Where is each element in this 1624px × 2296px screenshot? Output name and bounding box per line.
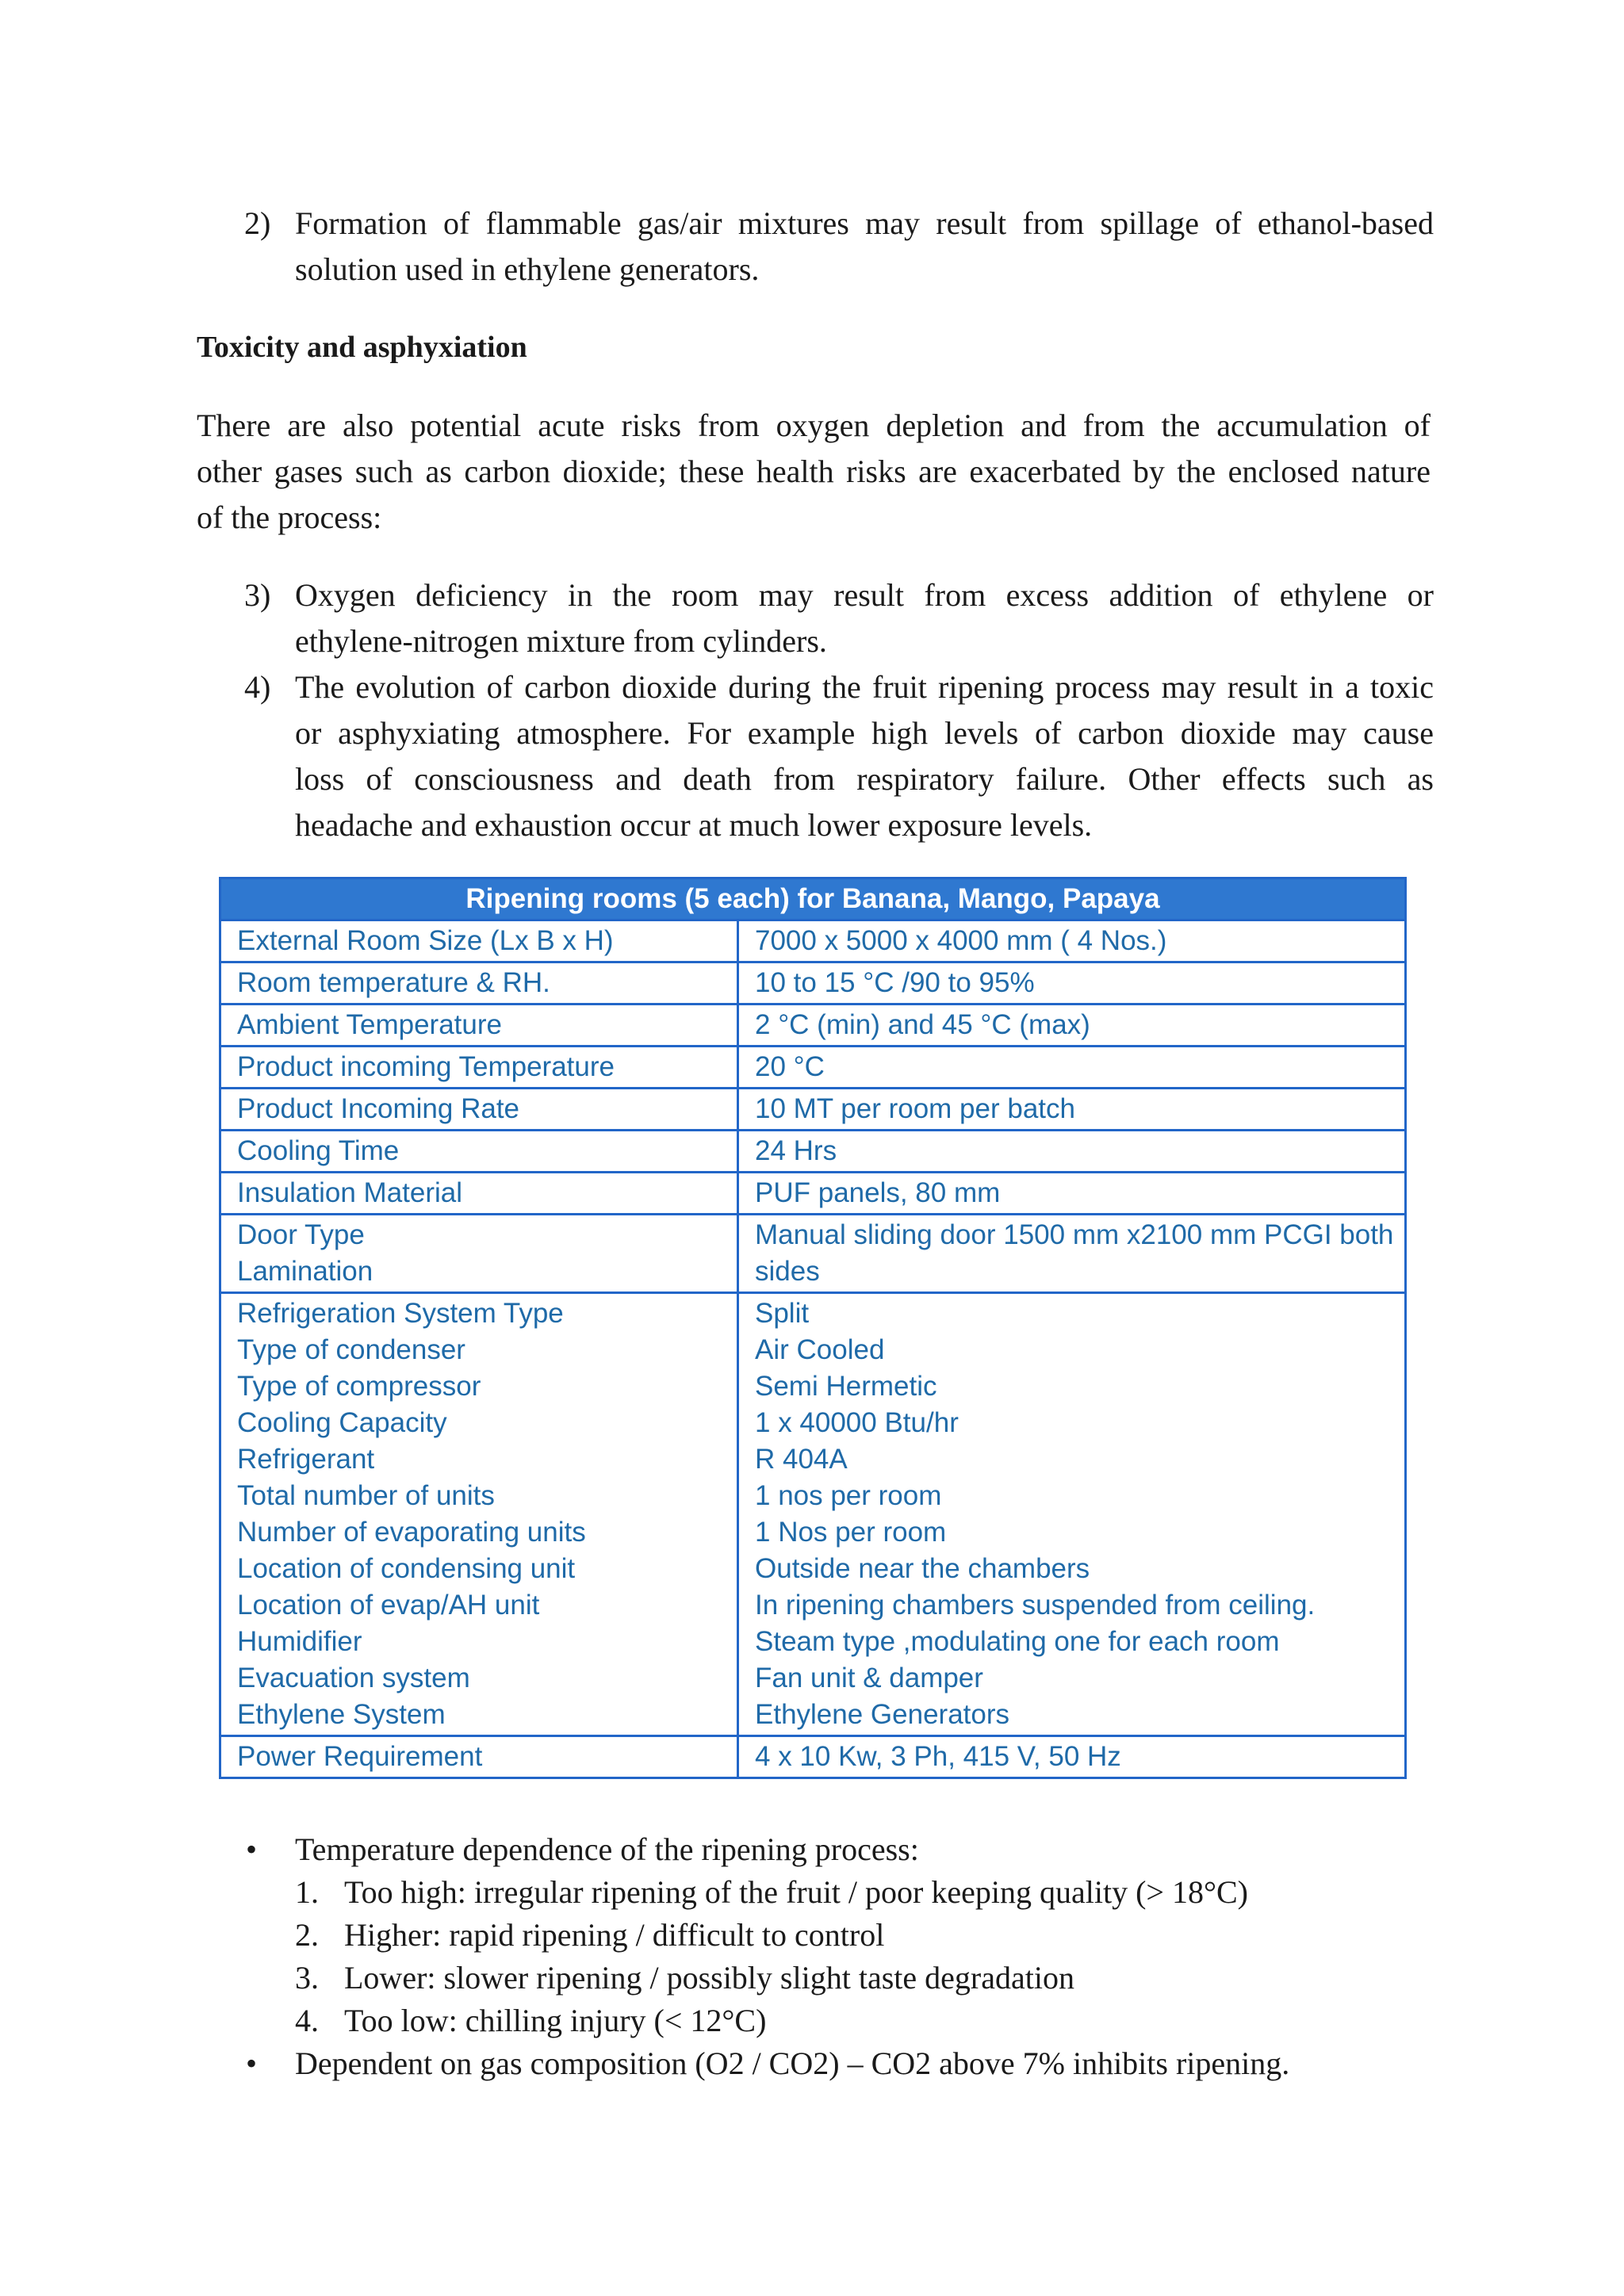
spec-label: Location of evap/AH unit — [237, 1590, 540, 1621]
spec-value-cell — [738, 1047, 1406, 1089]
bullet-text: Temperature dependence of the ripening process: — [295, 1831, 919, 1867]
text-line: ethylene-nitrogen mixture from cylinders. — [295, 623, 827, 659]
spec-label: Insulation Material — [237, 1177, 463, 1208]
bullet-item — [246, 2042, 1435, 2085]
spec-label-cell — [220, 1215, 738, 1293]
text-line: Oxygen deficiency in the room may result from excess addition of ethylene or — [295, 577, 1434, 613]
spec-value: R 404A — [755, 1444, 848, 1475]
text-line: solution used in ethylene generators. — [295, 251, 760, 287]
spec-label: Product incoming Temperature — [237, 1051, 615, 1082]
section-heading: Toxicity and asphyxiation — [197, 331, 527, 364]
item-text — [295, 664, 1434, 848]
text-line: Formation of flammable gas/air mixtures may result from spillage of ethanol-based — [295, 205, 1434, 241]
table-row — [220, 1004, 1406, 1047]
spec-label: Type of condenser — [237, 1334, 465, 1365]
bullet-text: Dependent on gas composition (O2 / CO2) – CO2 above 7% inhibits ripening. — [295, 2045, 1290, 2081]
spec-label-cell — [220, 1736, 738, 1778]
spec-label: Ethylene System — [237, 1699, 446, 1730]
spec-value: 10 to 15 °C /90 to 95% — [755, 967, 1035, 998]
list-item-2 — [244, 201, 1434, 293]
sub-number: 2. — [295, 1917, 319, 1953]
spec-label: Location of condensing unit — [237, 1553, 576, 1584]
spec-value: 2 °C (min) and 45 °C (max) — [755, 1009, 1090, 1040]
spec-label: Refrigeration System Type — [237, 1298, 564, 1329]
table-title: Ripening rooms (5 each) for Banana, Mango, Papaya — [220, 878, 1406, 920]
text-line: loss of consciousness and death from respiratory failure. Other effects such as — [295, 761, 1434, 797]
spec-value: 1 nos per room — [755, 1480, 942, 1511]
sub-list-item — [246, 1957, 1435, 1999]
item-number: 4) — [244, 669, 271, 705]
spec-label: External Room Size (Lx B x H) — [237, 925, 614, 956]
spec-label-cell — [220, 1173, 738, 1215]
spec-value: Outside near the chambers — [755, 1553, 1090, 1584]
bullet-symbol: • — [246, 1831, 258, 1867]
spec-label: Door Type — [237, 1219, 365, 1250]
spec-label: Room temperature & RH. — [237, 967, 550, 998]
sub-number: 4. — [295, 2003, 319, 2038]
table-row — [220, 1293, 1406, 1736]
spec-value: 7000 x 5000 x 4000 mm ( 4 Nos.) — [755, 925, 1167, 956]
spec-label: Cooling Time — [237, 1135, 400, 1166]
spec-value-cell — [738, 1131, 1406, 1173]
spec-label: Number of evaporating units — [237, 1517, 586, 1548]
table-row — [220, 1736, 1406, 1778]
spec-value: 1 x 40000 Btu/hr — [755, 1407, 959, 1438]
spec-label-cell — [220, 1047, 738, 1089]
spec-value: PUF panels, 80 mm — [755, 1177, 1001, 1208]
spec-value-cell — [738, 1736, 1406, 1778]
spec-value: 24 Hrs — [755, 1135, 837, 1166]
bullet-item — [246, 1828, 1435, 1871]
spec-label: Lamination — [237, 1256, 373, 1287]
spec-label: Product Incoming Rate — [237, 1093, 520, 1124]
intro-paragraph — [197, 403, 1431, 541]
ripening-rooms-table — [219, 877, 1407, 1779]
spec-value: Fan unit & damper — [755, 1663, 983, 1693]
spec-label-cell — [220, 1004, 738, 1047]
sub-text: Higher: rapid ripening / difficult to control — [344, 1917, 885, 1953]
spec-label: Ambient Temperature — [237, 1009, 502, 1040]
spec-value: Semi Hermetic — [755, 1371, 937, 1402]
spec-label-cell — [220, 962, 738, 1004]
spec-label: Refrigerant — [237, 1444, 375, 1475]
spec-label-cell — [220, 1089, 738, 1131]
spec-value-cell — [738, 1173, 1406, 1215]
item-number: 3) — [244, 577, 271, 613]
sub-text: Too high: irregular ripening of the fruit / poor keeping quality (> 18°C) — [344, 1874, 1248, 1910]
table-row — [220, 1047, 1406, 1089]
spec-value: 10 MT per room per batch — [755, 1093, 1075, 1124]
spec-value: In ripening chambers suspended from ceiling. — [755, 1590, 1316, 1621]
spec-value: Manual sliding door 1500 mm x2100 mm PCGI both — [755, 1219, 1394, 1250]
text-line: of the process: — [197, 499, 382, 535]
list-item-3 — [244, 572, 1434, 664]
spec-label: Type of compressor — [237, 1371, 481, 1402]
text-line: or asphyxiating atmosphere. For example high levels of carbon dioxide may cause — [295, 715, 1434, 751]
spec-label: Evacuation system — [237, 1663, 470, 1693]
table-row — [220, 1173, 1406, 1215]
spec-value: Split — [755, 1298, 810, 1329]
spec-value-cell — [738, 962, 1406, 1004]
bullet-symbol: • — [246, 2045, 258, 2081]
item-text — [295, 201, 1434, 293]
bullet-list — [246, 1828, 1435, 2085]
spec-value: 1 Nos per room — [755, 1517, 947, 1548]
sub-text: Too low: chilling injury (< 12°C) — [344, 2003, 767, 2038]
table-row — [220, 962, 1406, 1004]
spec-label-cell — [220, 1293, 738, 1736]
spec-value-cell — [738, 1089, 1406, 1131]
spec-value: 4 x 10 Kw, 3 Ph, 415 V, 50 Hz — [755, 1741, 1121, 1772]
spec-value-cell — [738, 920, 1406, 962]
text-line: There are also potential acute risks from oxygen depletion and from the accumulation of — [197, 408, 1431, 443]
table-body — [220, 920, 1406, 1778]
spec-label: Humidifier — [237, 1626, 362, 1657]
spec-label: Total number of units — [237, 1480, 495, 1511]
spec-label-cell — [220, 1131, 738, 1173]
table-row — [220, 1089, 1406, 1131]
item-number: 2) — [244, 205, 271, 241]
sub-list-item — [246, 1871, 1435, 1914]
sub-number: 3. — [295, 1960, 319, 1996]
spec-value-cell — [738, 1215, 1406, 1293]
spec-value-cell — [738, 1293, 1406, 1736]
table-row — [220, 1215, 1406, 1293]
spec-value: Ethylene Generators — [755, 1699, 1010, 1730]
spec-label-cell — [220, 920, 738, 962]
table-row — [220, 1131, 1406, 1173]
text-line: headache and exhaustion occur at much lower exposure levels. — [295, 807, 1093, 843]
sub-list-item — [246, 1914, 1435, 1957]
spec-label: Power Requirement — [237, 1741, 483, 1772]
sub-number: 1. — [295, 1874, 319, 1910]
spec-value: Air Cooled — [755, 1334, 885, 1365]
spec-value: sides — [755, 1256, 820, 1287]
spec-label: Cooling Capacity — [237, 1407, 447, 1438]
text-line: other gases such as carbon dioxide; these health risks are exacerbated by the enclosed nature — [197, 453, 1431, 489]
item-text — [295, 572, 1434, 664]
spec-value-cell — [738, 1004, 1406, 1047]
spec-value: Steam type ,modulating one for each room — [755, 1626, 1280, 1657]
spec-value: 20 °C — [755, 1051, 825, 1082]
list-item-4 — [244, 664, 1434, 848]
text-line: The evolution of carbon dioxide during the fruit ripening process may result in a toxic — [295, 669, 1434, 705]
sub-text: Lower: slower ripening / possibly slight taste degradation — [344, 1960, 1074, 1996]
table-row — [220, 920, 1406, 962]
sub-list-item — [246, 1999, 1435, 2042]
